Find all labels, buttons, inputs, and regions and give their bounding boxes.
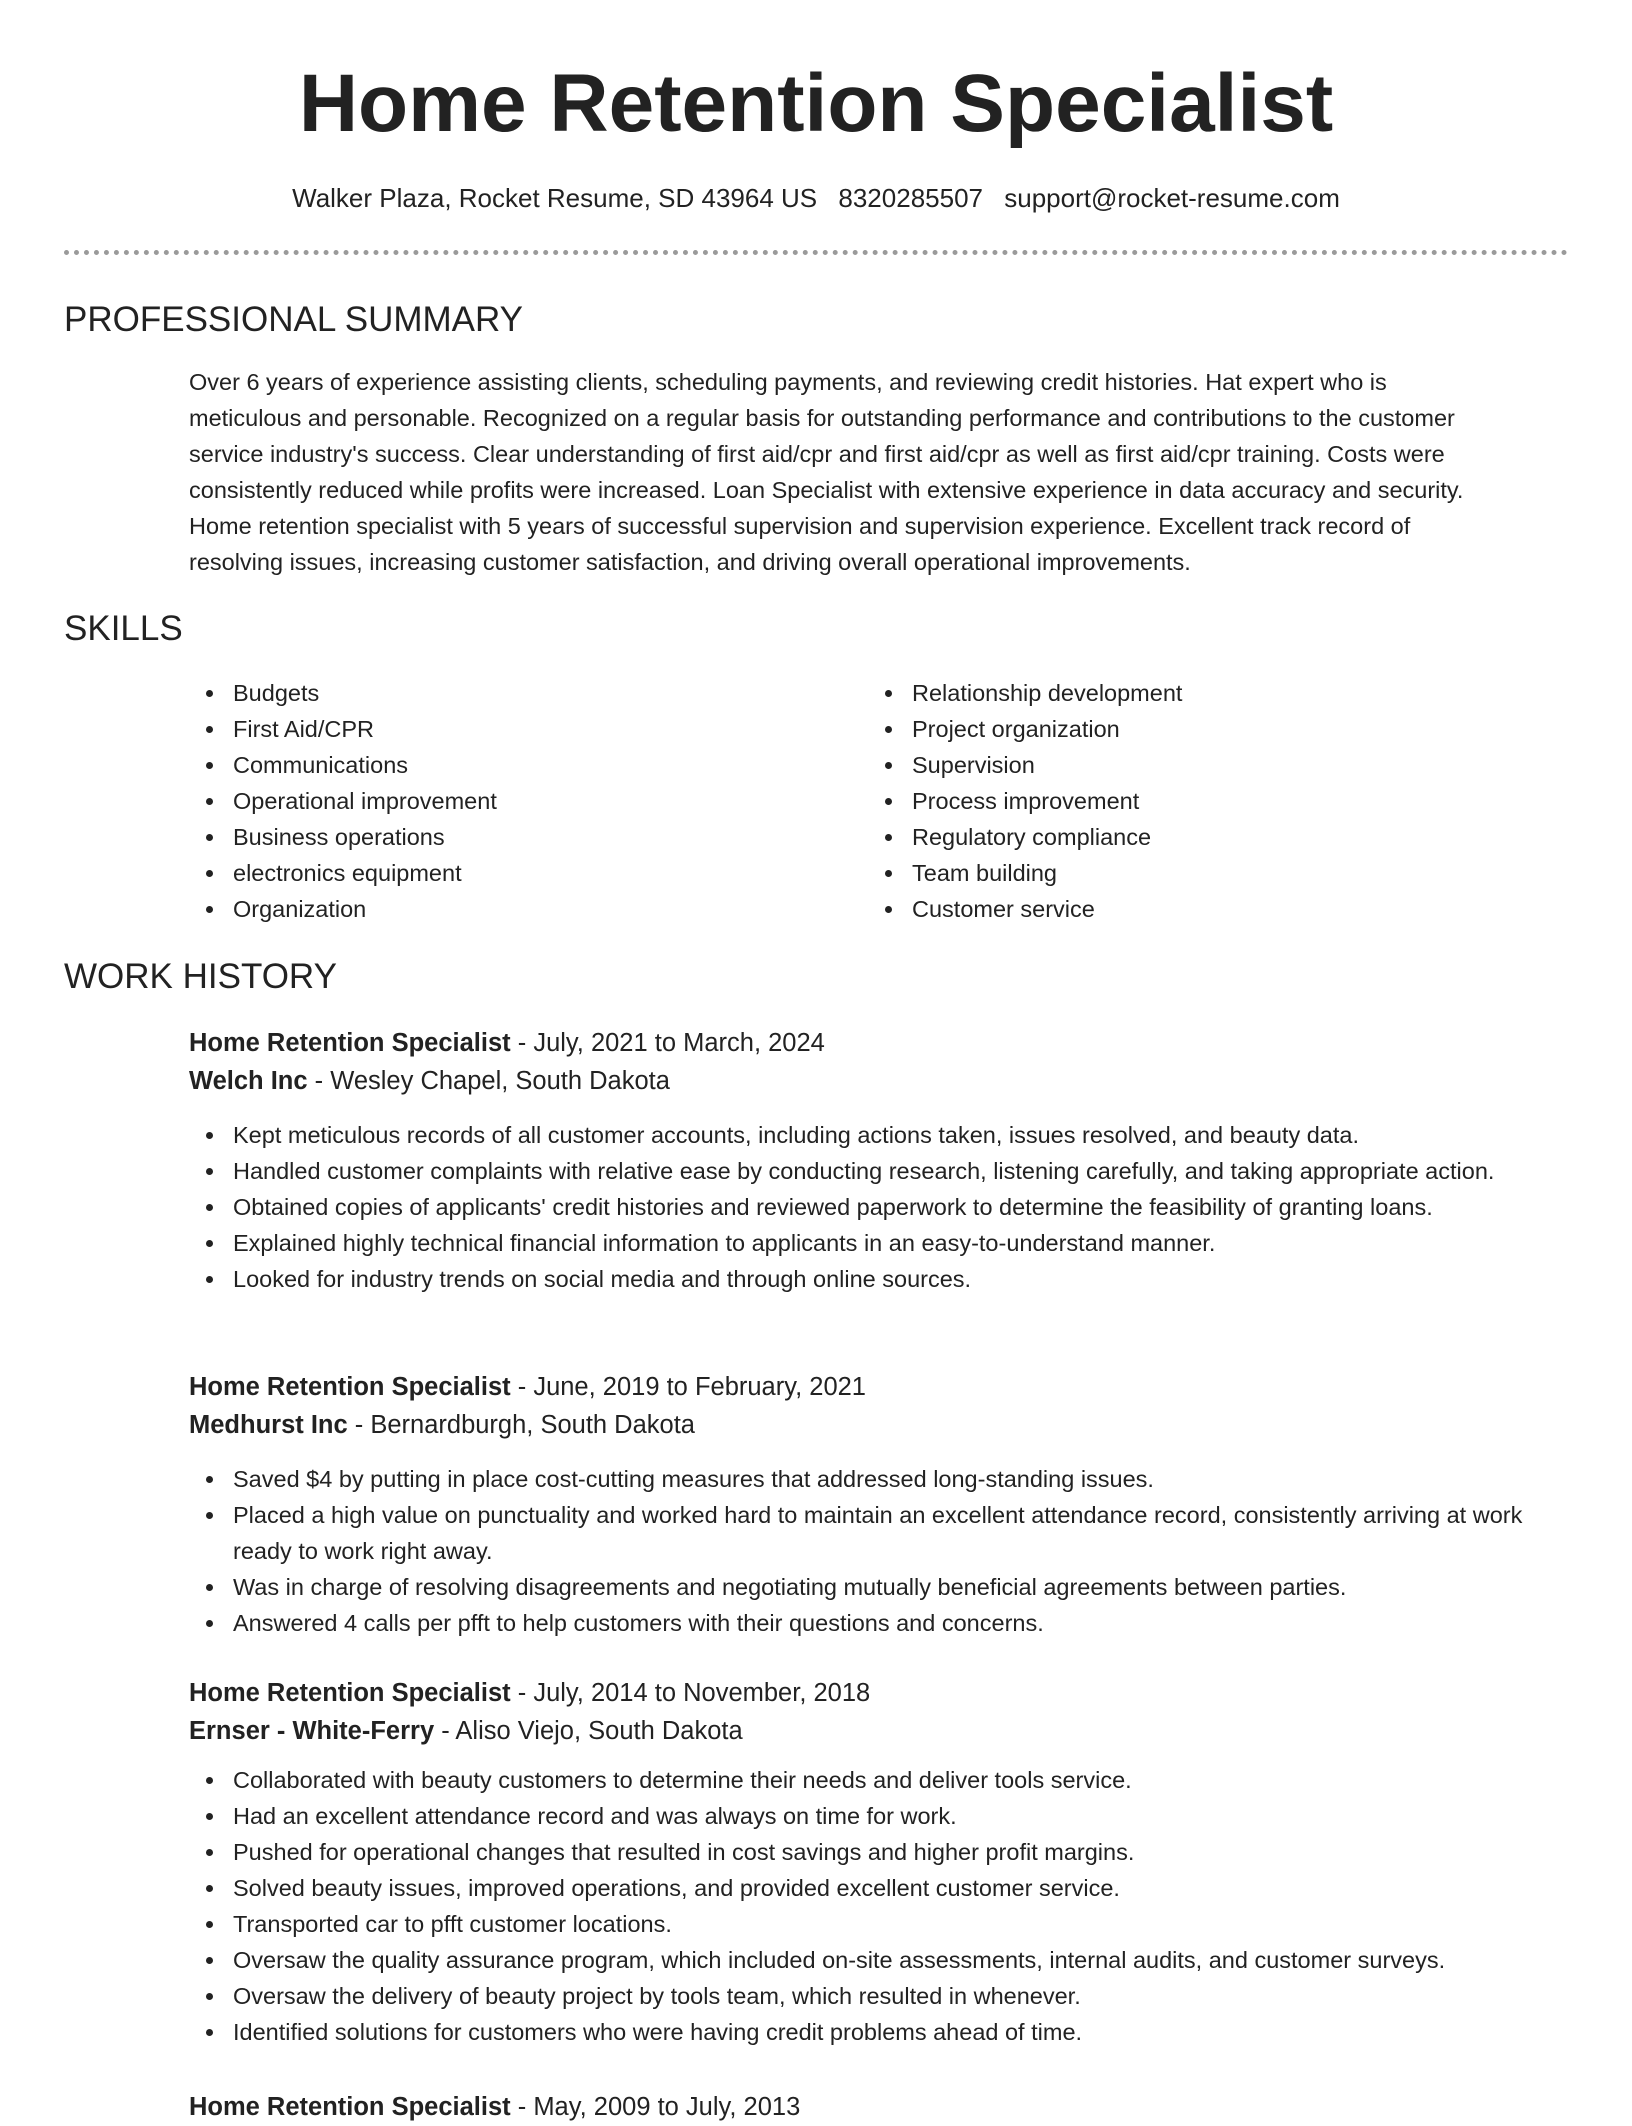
work-entry bbox=[189, 2088, 1569, 2126]
job-bullet: Answered 4 calls per pfft to help customers with their questions and concerns. bbox=[189, 1605, 1569, 1641]
job-bullet: Handled customer complaints with relative ease by conducting research, listening carefully, and taking appropriate action. bbox=[189, 1153, 1569, 1189]
section-title-work-history: WORK HISTORY bbox=[64, 957, 337, 996]
job-location: - Bernardburgh, South Dakota bbox=[347, 1411, 695, 1439]
work-entry bbox=[189, 1368, 1569, 1641]
summary-line: Home retention specialist with 5 years of successful supervision and supervision experience. Excellent track record of bbox=[189, 513, 1411, 539]
job-bullet: Obtained copies of applicants' credit histories and reviewed paperwork to determine the feasibility of granting loans. bbox=[189, 1189, 1569, 1225]
skills-list-right bbox=[868, 675, 1508, 927]
skill-item: Regulatory compliance bbox=[868, 819, 1508, 855]
job-title-line bbox=[189, 1368, 1569, 1406]
job-bullets bbox=[189, 1762, 1569, 2050]
job-title-line bbox=[189, 1674, 1569, 1712]
summary-line: consistently reduced while profits were increased. Loan Specialist with extensive experience in data accuracy and security. bbox=[189, 477, 1464, 503]
job-title: Home Retention Specialist bbox=[189, 1679, 511, 1707]
skill-item: Relationship development bbox=[868, 675, 1508, 711]
skill-item: Process improvement bbox=[868, 783, 1508, 819]
summary-line: Over 6 years of experience assisting clients, scheduling payments, and reviewing credit histories. Hat expert who is bbox=[189, 369, 1387, 395]
job-company: Medhurst Inc bbox=[189, 1411, 348, 1439]
skill-item: Communications bbox=[189, 747, 829, 783]
job-bullets bbox=[189, 1461, 1569, 1641]
section-title-summary: PROFESSIONAL SUMMARY bbox=[64, 300, 523, 339]
skill-item: electronics equipment bbox=[189, 855, 829, 891]
resume-name: Home Retention Specialist bbox=[298, 58, 1334, 149]
job-dates: - July, 2021 to March, 2024 bbox=[510, 1029, 825, 1057]
job-bullet: Was in charge of resolving disagreements and negotiating mutually beneficial agreements between parties. bbox=[189, 1569, 1569, 1605]
job-bullet: Pushed for operational changes that resulted in cost savings and higher profit margins. bbox=[189, 1834, 1569, 1870]
job-bullet: Oversaw the delivery of beauty project by tools team, which resulted in whenever. bbox=[189, 1978, 1569, 2014]
professional-summary bbox=[189, 364, 1559, 580]
contact-address: Walker Plaza, Rocket Resume, SD 43964 US bbox=[292, 183, 818, 213]
skill-item: First Aid/CPR bbox=[189, 711, 829, 747]
skill-item: Operational improvement bbox=[189, 783, 829, 819]
summary-line: meticulous and personable. Recognized on a regular basis for outstanding performance and contributions to the customer bbox=[189, 405, 1455, 431]
skill-item: Project organization bbox=[868, 711, 1508, 747]
contact-phone: 8320285507 bbox=[838, 183, 983, 213]
skill-item: Business operations bbox=[189, 819, 829, 855]
skill-item: Supervision bbox=[868, 747, 1508, 783]
skill-item: Customer service bbox=[868, 891, 1508, 927]
job-dates: - May, 2009 to July, 2013 bbox=[510, 2093, 801, 2121]
job-bullet: Saved $4 by putting in place cost-cutting measures that addressed long-standing issues. bbox=[189, 1461, 1569, 1497]
header-divider bbox=[64, 250, 1568, 255]
job-bullet: Transported car to pfft customer locations. bbox=[189, 1906, 1569, 1942]
job-company: Welch Inc bbox=[189, 1067, 308, 1095]
job-bullets bbox=[189, 1117, 1569, 1297]
job-company: Ernser - White-Ferry bbox=[189, 1717, 435, 1745]
work-entry bbox=[189, 1674, 1569, 2050]
contact-email: support@rocket-resume.com bbox=[1004, 183, 1340, 213]
summary-line: service industry's success. Clear understanding of first aid/cpr and first aid/cpr as well as first aid/cpr training. Costs were bbox=[189, 441, 1445, 467]
job-title: Home Retention Specialist bbox=[189, 1373, 511, 1401]
job-location: - Wesley Chapel, South Dakota bbox=[307, 1067, 670, 1095]
job-dates: - June, 2019 to February, 2021 bbox=[510, 1373, 866, 1401]
job-company-line bbox=[189, 1712, 1569, 1750]
job-bullet: Oversaw the quality assurance program, which included on-site assessments, internal audits, and customer surveys. bbox=[189, 1942, 1569, 1978]
contact-line bbox=[0, 180, 1632, 216]
job-bullet: Collaborated with beauty customers to determine their needs and deliver tools service. bbox=[189, 1762, 1569, 1798]
job-bullet: Solved beauty issues, improved operations, and provided excellent customer service. bbox=[189, 1870, 1569, 1906]
job-company-line bbox=[189, 1406, 1569, 1444]
job-title-line bbox=[189, 1024, 1569, 1062]
job-dates: - July, 2014 to November, 2018 bbox=[510, 1679, 871, 1707]
job-title-line bbox=[189, 2088, 1569, 2126]
section-title-skills: SKILLS bbox=[64, 609, 183, 648]
job-bullet: Placed a high value on punctuality and worked hard to maintain an excellent attendance record, consistently arriving at work ready to work right away. bbox=[189, 1497, 1569, 1569]
job-location: - Aliso Viejo, South Dakota bbox=[434, 1717, 743, 1745]
job-bullet: Identified solutions for customers who were having credit problems ahead of time. bbox=[189, 2014, 1569, 2050]
skill-item: Organization bbox=[189, 891, 829, 927]
summary-line: resolving issues, increasing customer satisfaction, and driving overall operational improvements. bbox=[189, 549, 1191, 575]
work-entry bbox=[189, 1024, 1569, 1297]
job-title: Home Retention Specialist bbox=[189, 1029, 511, 1057]
job-bullet: Looked for industry trends on social media and through online sources. bbox=[189, 1261, 1569, 1297]
job-bullet: Explained highly technical financial information to applicants in an easy-to-understand manner. bbox=[189, 1225, 1569, 1261]
job-bullet: Had an excellent attendance record and was always on time for work. bbox=[189, 1798, 1569, 1834]
skills-list-left bbox=[189, 675, 829, 927]
skill-item: Budgets bbox=[189, 675, 829, 711]
job-bullet: Kept meticulous records of all customer accounts, including actions taken, issues resolved, and beauty data. bbox=[189, 1117, 1569, 1153]
skill-item: Team building bbox=[868, 855, 1508, 891]
job-title: Home Retention Specialist bbox=[189, 2093, 511, 2121]
job-company-line bbox=[189, 1062, 1569, 1100]
